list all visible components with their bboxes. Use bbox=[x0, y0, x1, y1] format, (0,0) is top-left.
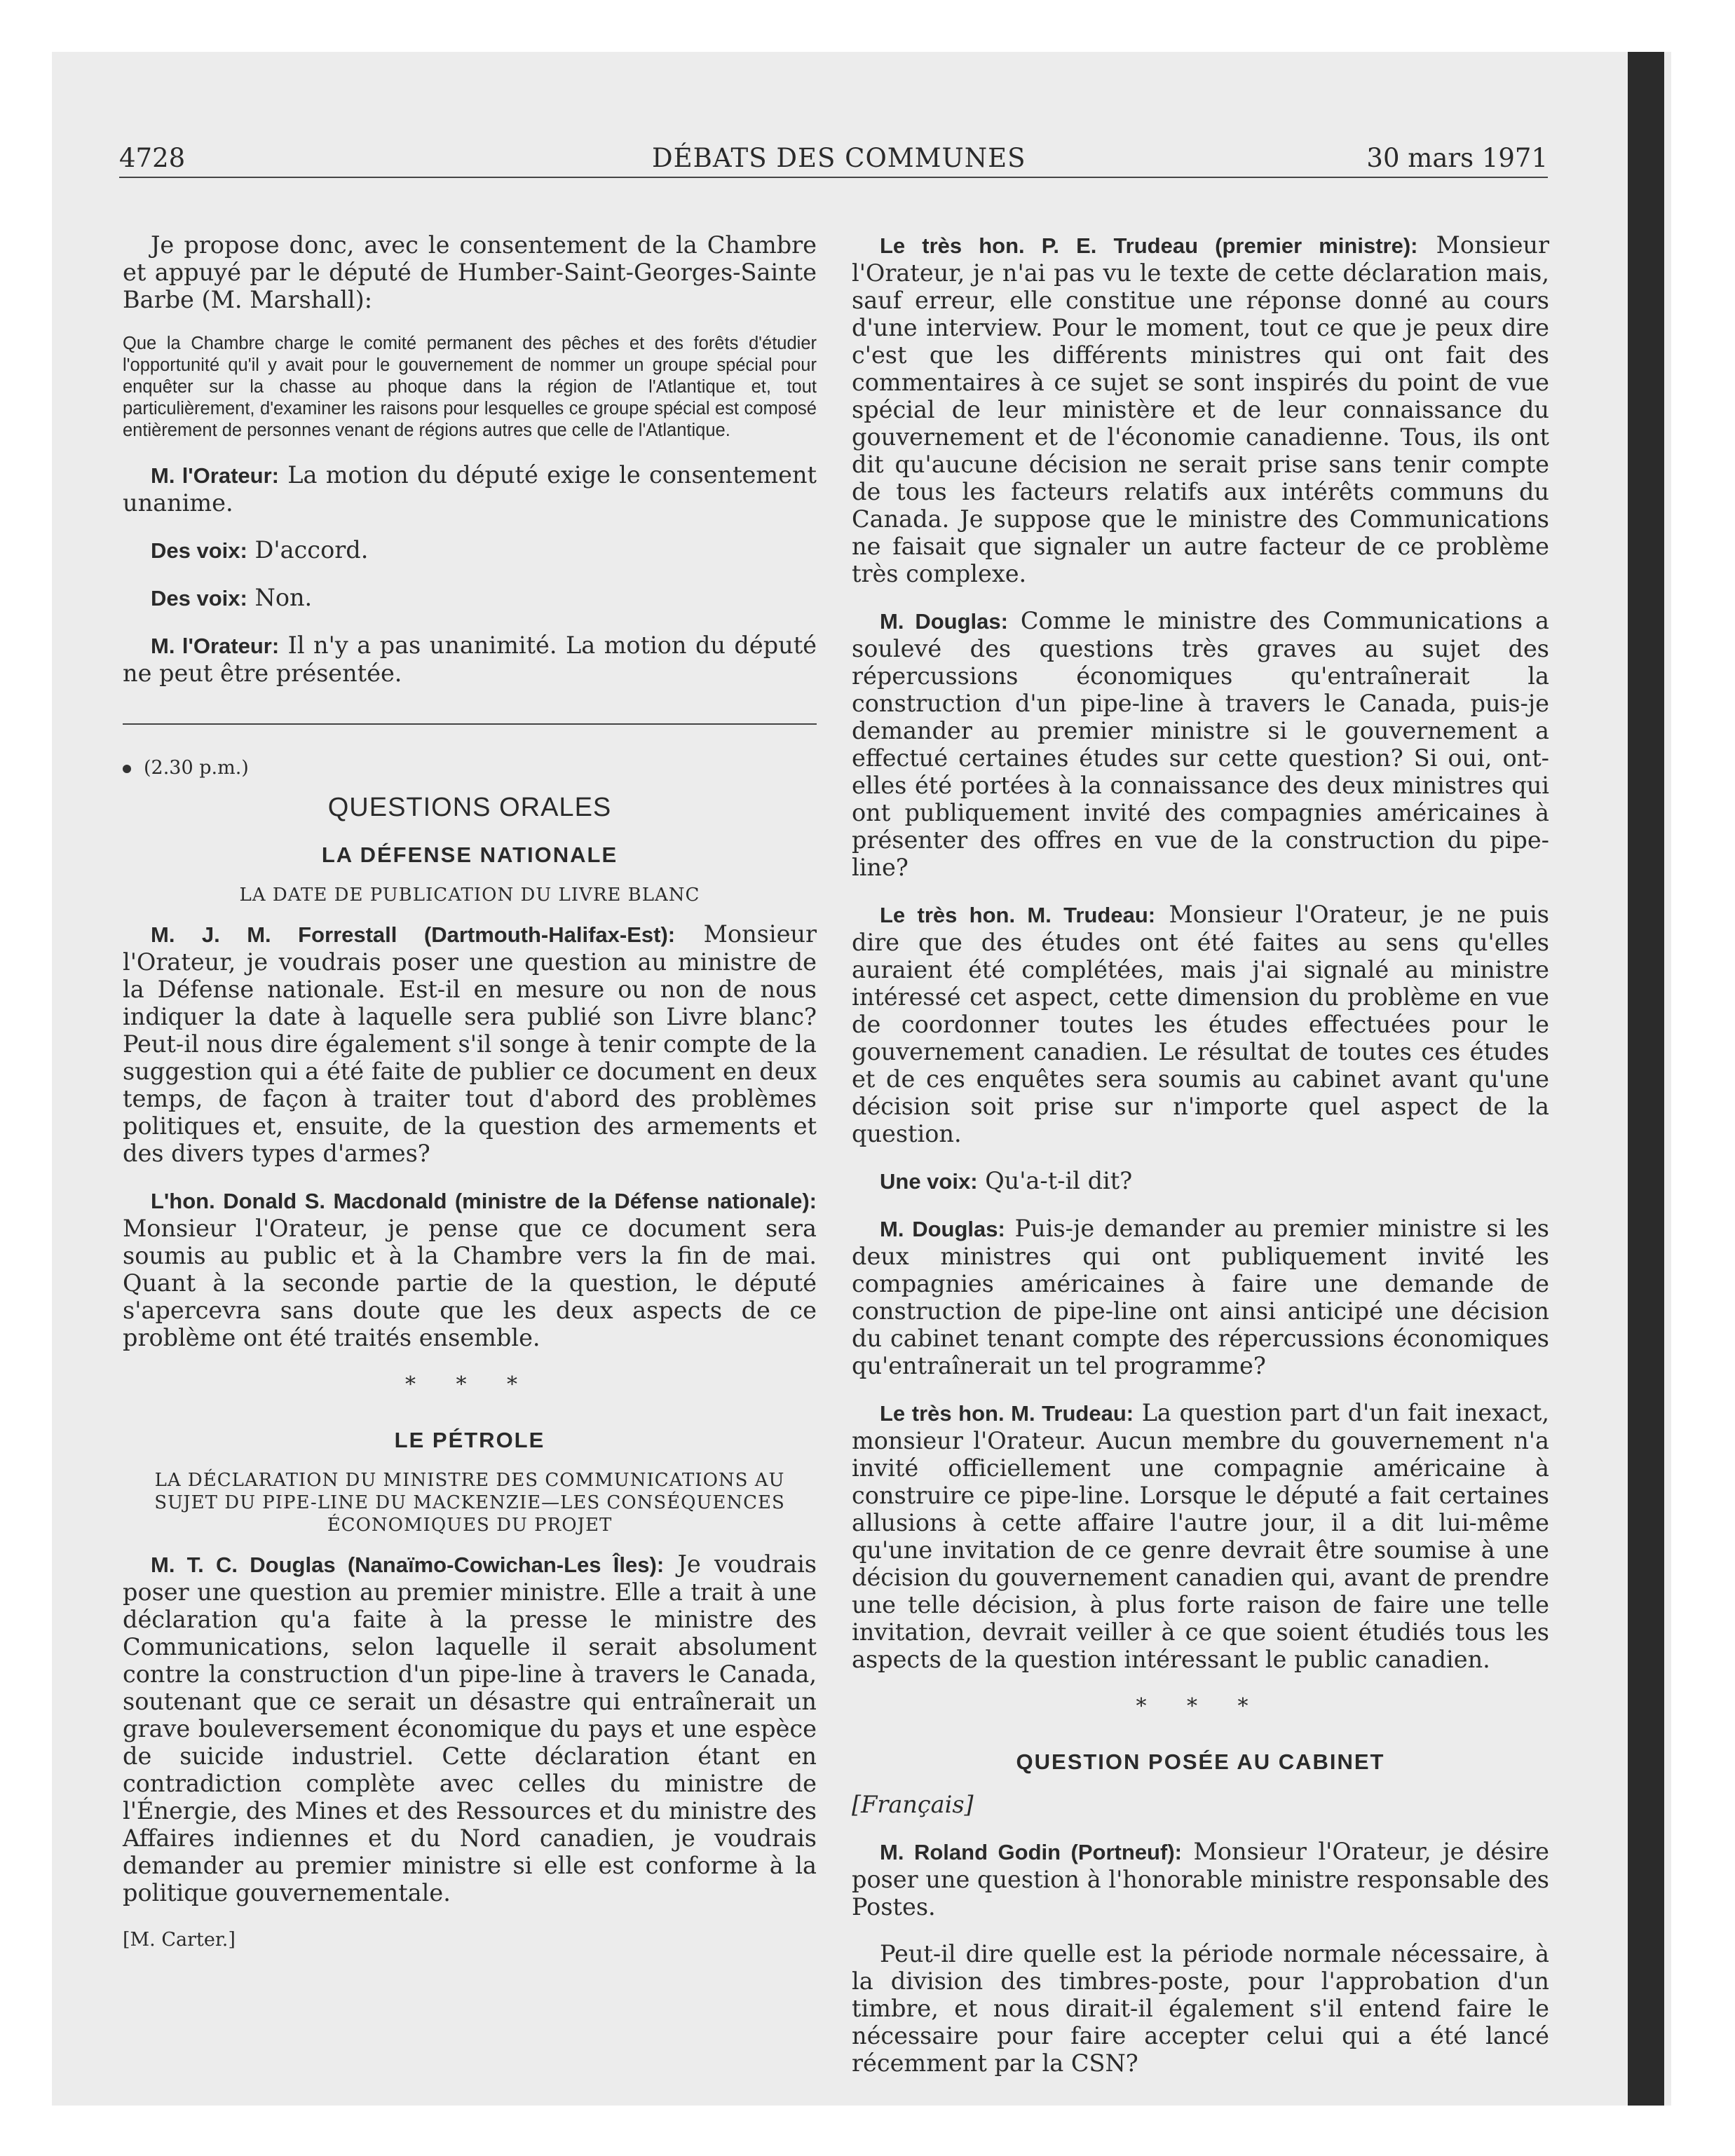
speaker: M. Douglas: bbox=[880, 1217, 1005, 1241]
paragraph bbox=[852, 231, 1549, 587]
speech: Monsieur l'Orateur, je désire poser une question à l'honorable ministre responsable des Postes. bbox=[852, 1838, 1549, 1920]
section-separator: * * * bbox=[404, 1372, 535, 1397]
speech: Monsieur l'Orateur, je ne puis dire que des études ont été faites au sens qu'elles auraient été complétées, mais j'ai signalé au ministre intéressé cet aspect, cette dimension du problème en vue de coordonner toutes les études effectuées pour le gouvernement canadien. Le résultat de toutes ces études et de ces enquêtes sera soumis au cabinet avant qu'une décision soit prise sur n'importe quel aspect de la question. bbox=[852, 901, 1549, 1147]
paragraph bbox=[123, 1187, 817, 1351]
time-text: (2.30 p.m.) bbox=[144, 757, 249, 779]
speaker: Des voix: bbox=[151, 586, 247, 610]
paragraph bbox=[852, 1838, 1549, 1920]
speech: La motion du député exige le consentement unanime. bbox=[123, 461, 817, 517]
section-separator: * * * bbox=[1136, 1694, 1265, 1719]
speech: D'accord. bbox=[254, 536, 369, 564]
speaker: M. l'Orateur: bbox=[151, 634, 280, 658]
page-header bbox=[119, 143, 1548, 174]
bullet-icon bbox=[123, 765, 131, 773]
paragraph bbox=[123, 536, 817, 564]
speaker-note: [M. Carter.] bbox=[123, 1929, 236, 1951]
speaker: L'hon. Donald S. Macdonald (ministre de la Défense nationale): bbox=[151, 1189, 817, 1213]
paragraph: Peut-il dire quelle est la période normale nécessaire, à la division des timbres-poste, pour l'approbation d'un timbre, et nous dirait-il également s'il entend faire le nécessaire pour faire accepter celui qui a été lancé récemment par la CSN? bbox=[852, 1940, 1549, 2077]
paragraph bbox=[852, 1399, 1549, 1673]
page-title: DÉBATS DES COMMUNES bbox=[652, 143, 1026, 173]
speaker: Des voix: bbox=[151, 538, 247, 563]
paragraph bbox=[123, 632, 817, 687]
paragraph bbox=[852, 1215, 1549, 1379]
topic-heading: LA DÉCLARATION DU MINISTRE DES COMMUNICATIONS AU SUJET DU PIPE-LINE DU MACKENZIE—LES CONSÉQUENCES ÉCONOMIQUES DU PROJET bbox=[154, 1470, 785, 1536]
speaker: Une voix: bbox=[880, 1169, 978, 1194]
page-date: 30 mars 1971 bbox=[1366, 143, 1548, 173]
right-column bbox=[852, 231, 1549, 2096]
speaker: Le très hon. M. Trudeau: bbox=[880, 1401, 1134, 1426]
page-number: 4728 bbox=[119, 143, 186, 173]
paragraph bbox=[852, 607, 1549, 881]
speech: Qu'a-t-il dit? bbox=[985, 1167, 1133, 1194]
paragraph bbox=[852, 901, 1549, 1147]
speaker: M. l'Orateur: bbox=[151, 463, 279, 488]
speech: Monsieur l'Orateur, je pense que ce document sera soumis au public et à la Chambre vers la fin de mai. Quant à la seconde partie de la question, le député s'apercevra sans doute que les deux aspects de ce problème ont été traités ensemble. bbox=[123, 1215, 817, 1351]
paragraph bbox=[852, 1167, 1549, 1195]
section-rule bbox=[123, 723, 817, 725]
motion-text: Que la Chambre charge le comité permanent des pêches et des forêts d'étudier l'opportunité qu'il y avait pour le gouvernement de nommer un groupe spécial pour enquêter sur la chasse au phoque dans la région de l'Atlantique et, tout particulièrement, d'examiner les raisons pour lesquelles ce groupe spécial est composé entièrement de personnes venant de régions autres que celle de l'Atlantique. bbox=[123, 334, 817, 440]
time-marker bbox=[123, 754, 817, 782]
left-column bbox=[123, 231, 817, 1973]
paragraph bbox=[123, 920, 817, 1167]
speech: Non. bbox=[254, 584, 313, 611]
subsection-heading: LE PÉTROLE bbox=[394, 1428, 545, 1452]
topic-heading: LA DATE DE PUBLICATION DU LIVRE BLANC bbox=[239, 885, 700, 906]
header-rule bbox=[119, 177, 1548, 178]
speaker: M. T. C. Douglas (Nanaïmo-Cowichan-Les Îles): bbox=[151, 1553, 665, 1577]
speech: La question part d'un fait inexact, monsieur l'Orateur. Aucun membre du gouvernement n'a invité officiellement une compagnie américaine à construire ce pipe-line. Lorsque le député a fait certaines allusions à cette affaire l'autre jour, il a dit lui-même qu'une invitation de ce genre devrait être soumise à une décision du gouvernement canadien qui, avant de prendre une telle décision, à plus forte raison de faire une telle invitation, devrait veiller à ce que soient étudiés tous les aspects de la question intéressant le public canadien. bbox=[852, 1399, 1549, 1673]
speaker: M. J. M. Forrestall (Dartmouth-Halifax-Est): bbox=[151, 922, 676, 947]
paragraph bbox=[123, 584, 817, 612]
speaker: Le très hon. P. E. Trudeau (premier ministre): bbox=[880, 233, 1418, 258]
scan-edge-bar bbox=[1628, 52, 1664, 2106]
speaker: M. Douglas: bbox=[880, 609, 1008, 634]
paragraph bbox=[123, 461, 817, 517]
speech: Comme le ministre des Communications a soulevé des questions très graves au sujet des répercussions économiques qu'entraînerait la construction d'un pipe-line à travers le Canada, puis-je demander au premier ministre si le gouvernement a effectué certaines études sur cette question? Si oui, ont-elles été portées à la connaissance des deux ministres qui ont publiquement invité des compagnies américaines à présenter des offres en vue de la construction du pipe-line? bbox=[852, 607, 1549, 881]
speaker: M. Roland Godin (Portneuf): bbox=[880, 1840, 1182, 1864]
section-heading: QUESTIONS ORALES bbox=[327, 793, 612, 822]
subsection-heading: LA DÉFENSE NATIONALE bbox=[321, 842, 618, 867]
speech: Il n'y a pas unanimité. La motion du député ne peut être présentée. bbox=[123, 632, 817, 687]
paragraph bbox=[123, 1550, 817, 1906]
speech: Puis-je demander au premier ministre si les deux ministres qui ont publiquement invité les compagnies américaines à faire une demande de construction de pipe-line ont ainsi anticipé une décision du cabinet tenant compte des répercussions économiques qu'entraînerait un tel programme? bbox=[852, 1215, 1549, 1379]
speech: Monsieur l'Orateur, je n'ai pas vu le texte de cette déclaration mais, sauf erreur, elle constitue une réponse donné au cours d'une interview. Pour le moment, tout ce que je peux dire c'est que les différents ministres qui ont fait des commentaires à ce sujet se sont inspirés du point de vue spécial de leur ministère et de leur connaissance du gouvernement et de l'économie canadienne. Tous, ils ont dit qu'aucune décision ne serait prise sans tenir compte de tous les facteurs relatifs aux intérêts communs du Canada. Je suppose que le ministre des Communications ne faisait que signaler un autre facteur de ce problème très complexe. bbox=[852, 231, 1549, 587]
speech: Je voudrais poser une question au premier ministre. Elle a trait à une déclaration qu'a faite à la presse le ministre des Communications, selon laquelle il serait absolument contre la construction d'un pipe-line à travers le Canada, soutenant que ce serait un désastre qui entraînerait un grave bouleversement économique du pays et une espèce de suicide industriel. Cette déclaration étant en contradiction complète avec celles du ministre de l'Énergie, des Mines et des Ressources et du ministre des Affaires indiennes et du Nord canadien, je voudrais demander au premier ministre si elle est conforme à la politique gouvernementale. bbox=[123, 1550, 817, 1906]
speech: Monsieur l'Orateur, je voudrais poser une question au ministre de la Défense nationale. Est-il en mesure ou non de nous indiquer la date à laquelle sera publié son Livre blanc? Peut-il nous dire également s'il songe à tenir compte de la suggestion qui a été faite de publier ce document en deux temps, de façon à traiter tout d'abord des problèmes politiques et, ensuite, de la question des armements et des divers types d'armes? bbox=[123, 920, 817, 1167]
paragraph: Je propose donc, avec le consentement de la Chambre et appuyé par le député de Humber-Saint-Georges-Sainte Barbe (M. Marshall): bbox=[123, 231, 817, 313]
subsection-heading: QUESTION POSÉE AU CABINET bbox=[1016, 1749, 1385, 1774]
language-marker: [Français] bbox=[852, 1791, 974, 1818]
speaker: Le très hon. M. Trudeau: bbox=[880, 903, 1156, 927]
